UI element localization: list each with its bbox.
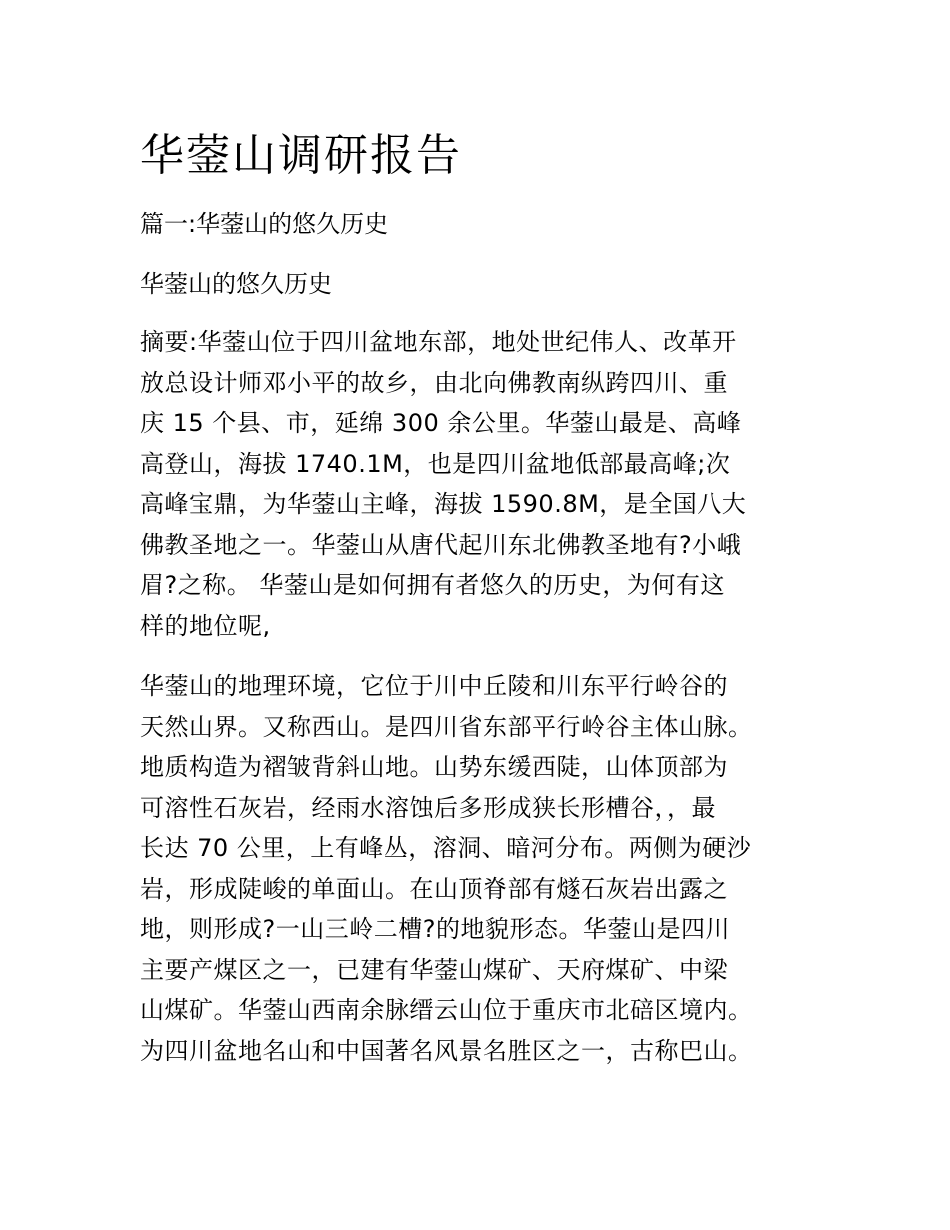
paragraph-line: 高登山，海拔 1740.1M，也是四川盆地低部最高峰;次 — [140, 449, 731, 478]
document-title: 华蓥山调研报告 — [140, 130, 462, 181]
part-heading: 篇一:华蓥山的悠久历史 — [140, 210, 389, 238]
paragraph-line: 天然山界。又称西山。是四川省东部平行岭谷主体山脉。 — [140, 712, 753, 741]
paragraph-line: 佛教圣地之一。华蓥山从唐代起川东北佛教圣地有?小峨 — [140, 530, 742, 559]
paragraph-line: 主要产煤区之一，已建有华蓥山煤矿、天府煤矿、中梁 — [140, 955, 728, 984]
paragraph-line: 样的地位呢, — [140, 611, 271, 640]
paragraph-line: 地质构造为褶皱背斜山地。山势东缓西陡，山体顶部为 — [140, 753, 728, 781]
paragraph-line: 眉?之称。 华蓥山是如何拥有者悠久的历史，为何有这 — [140, 571, 725, 599]
paragraph-line: 可溶性石灰岩，经雨水溶蚀后多形成狭长形槽谷，，最 — [140, 793, 716, 822]
paragraph-line: 岩，形成陡峻的单面山。在山顶脊部有燧石灰岩出露之 — [140, 874, 728, 903]
paragraph-line: 山煤矿。华蓥山西南余脉缙云山位于重庆市北碚区境内。 — [140, 996, 753, 1024]
paragraph-line: 长达 70 公里，上有峰丛，溶洞、暗河分布。两侧为硬沙 — [140, 834, 752, 862]
geography-paragraph — [140, 666, 820, 1071]
paragraph-line: 华蓥山的地理环境，它位于川中丘陵和川东平行岭谷的 — [140, 672, 728, 700]
abstract-paragraph — [140, 322, 820, 646]
section-heading: 华蓥山的悠久历史 — [140, 270, 332, 298]
paragraph-line: 地，则形成?一山三岭二槽?的地貌形态。华蓥山是四川 — [140, 915, 730, 943]
paragraph-line: 庆 15 个县、市，延绵 300 余公里。华蓥山最是、高峰 — [140, 409, 742, 437]
paragraph-line: 高峰宝鼎，为华蓥山主峰，海拔 1590.8M，是全国八大 — [140, 490, 747, 518]
paragraph-line: 摘要:华蓥山位于四川盆地东部，地处世纪伟人、改革开 — [140, 328, 737, 356]
paragraph-line: 放总设计师邓小平的故乡，由北向佛教南纵跨四川、重 — [140, 368, 728, 397]
paragraph-line: 为四川盆地名山和中国著名风景名胜区之一，古称巴山。 — [140, 1036, 753, 1065]
